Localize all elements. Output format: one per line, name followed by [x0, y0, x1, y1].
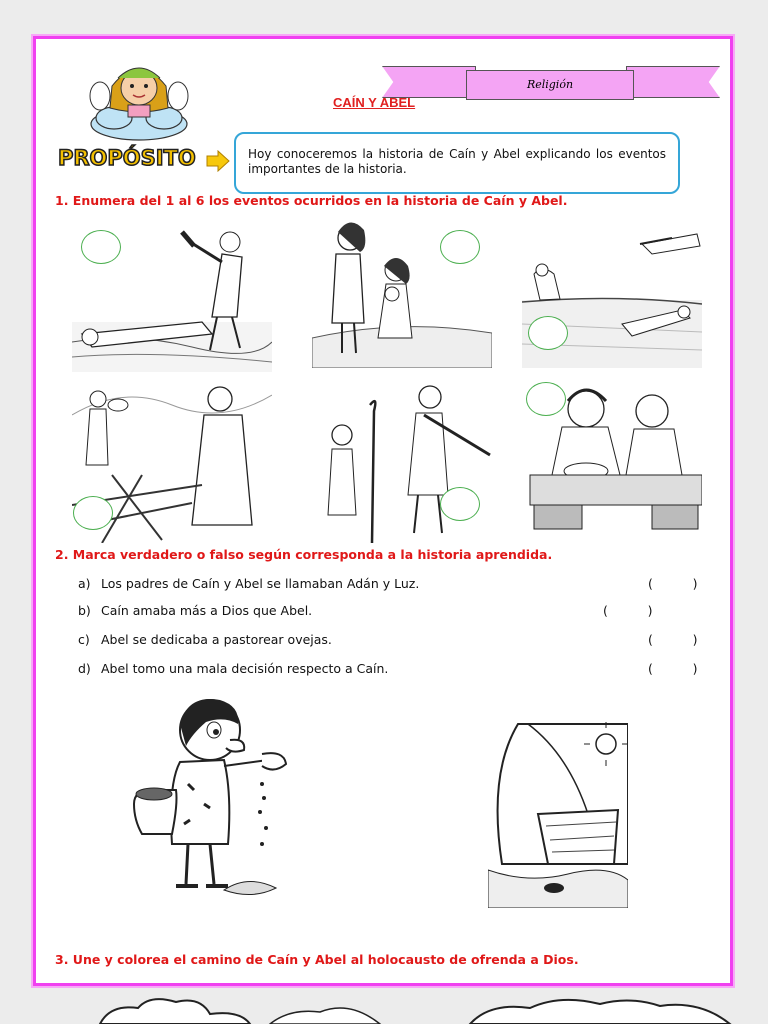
ribbon-label: Religión: [466, 70, 634, 100]
cloud-path-illustration: [90, 990, 750, 1024]
number-circle-2[interactable]: [440, 230, 480, 264]
question-2: 2. Marca verdadero o falso según corresponda a la historia aprendida.: [55, 547, 553, 562]
question-1: 1. Enumera del 1 al 6 los eventos ocurridos en la historia de Caín y Abel.: [55, 193, 568, 208]
number-circle-4[interactable]: [526, 382, 566, 416]
angel-mascot-illustration: [84, 56, 194, 142]
proposito-label: PROPÓSITO: [58, 146, 196, 170]
ribbon-left-tail: [382, 66, 476, 98]
question-3: 3. Une y colorea el camino de Caín y Abel al holocausto de ofrenda a Dios.: [55, 952, 579, 967]
tf-item-c-mark[interactable]: ( ): [648, 632, 698, 647]
tf-item-d-letter: d): [78, 661, 91, 676]
tf-item-c-text: Abel se dedicaba a pastorear ovejas.: [101, 632, 332, 647]
tf-item-b-text: Caín amaba más a Dios que Abel.: [101, 603, 313, 618]
tf-item-a-letter: a): [78, 576, 91, 591]
tf-item-d-mark[interactable]: ( ): [648, 661, 698, 676]
number-circle-3[interactable]: [528, 316, 568, 350]
number-circle-5[interactable]: [73, 496, 113, 530]
number-circle-6[interactable]: [440, 487, 480, 521]
purpose-callout: Hoy conoceremos la historia de Caín y Abel explicando los eventos importantes de la historia.: [234, 132, 680, 194]
page-title: CAÍN Y ABEL: [333, 95, 416, 110]
tf-item-a-text: Los padres de Caín y Abel se llamaban Adán y Luz.: [101, 576, 420, 591]
boat-and-sun-illustration: [488, 714, 628, 908]
tf-item-b-letter: b): [78, 603, 91, 618]
ribbon-right-tail: [626, 66, 720, 98]
farmer-sowing-illustration: [128, 694, 308, 904]
tf-item-b-mark[interactable]: ( ): [603, 603, 653, 618]
tf-item-a-mark[interactable]: ( ): [648, 576, 698, 591]
tf-item-c-letter: c): [78, 632, 90, 647]
number-circle-1[interactable]: [81, 230, 121, 264]
tf-item-d-text: Abel tomo una mala decisión respecto a Caín.: [101, 661, 389, 676]
arrow-right-icon: [206, 150, 230, 172]
